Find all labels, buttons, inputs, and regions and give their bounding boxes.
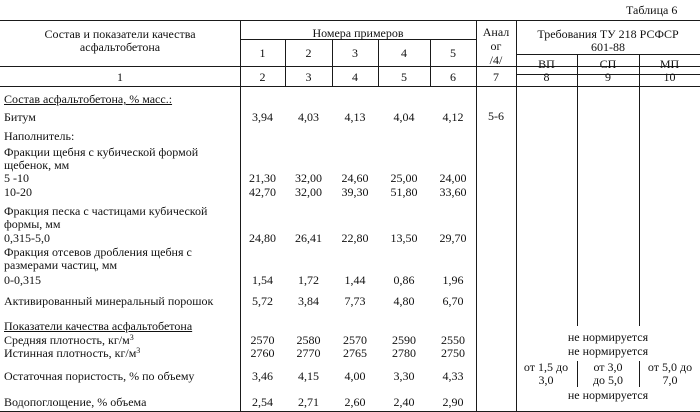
example-number-3: 3 <box>352 46 358 60</box>
mineral-powder-value-3: 7,73 <box>344 294 366 308</box>
column-number-5: 5 <box>401 70 407 84</box>
fraction-5-10-value-2: 32,00 <box>295 171 322 185</box>
mineral-powder-value-5: 6,70 <box>442 294 464 308</box>
example-number-1: 1 <box>259 46 266 60</box>
water-absorption-value-1: 2,54 <box>252 395 273 409</box>
quality-section-title: Показатели качества асфальтобетона <box>4 319 193 333</box>
water-absorption-label: Водопоглощение, % объема <box>4 395 147 409</box>
mineral-powder-label: Активированный минеральный порошок <box>4 294 214 308</box>
fraction-10-20-value-3: 39,30 <box>341 185 369 199</box>
table-label: Таблица 6 <box>626 3 678 17</box>
column-number-1: 1 <box>117 70 123 84</box>
avg-density-value-3: 2570 <box>343 333 367 347</box>
example-number-5: 5 <box>450 46 456 60</box>
fraction-5-10-value-4: 25,00 <box>390 171 418 185</box>
screenings-value-5: 1,96 <box>442 273 464 287</box>
sand-fraction-value-1: 24,80 <box>249 231 276 245</box>
column-number-3: 3 <box>305 70 312 84</box>
column-number-9: 9 <box>605 70 611 84</box>
screenings-value-4: 0,86 <box>393 273 415 287</box>
example-number-4: 4 <box>401 46 407 60</box>
screenings-value-1: 1,54 <box>252 273 273 287</box>
sand-fraction-value-2: 26,41 <box>295 231 322 245</box>
porosity-value-1: 3,46 <box>252 369 273 383</box>
header-analog-2: ог <box>490 39 502 53</box>
avg-density-value-1: 2570 <box>250 333 275 347</box>
sand-fraction-value-5: 29,70 <box>439 231 467 245</box>
header-analog-1: Анал <box>482 25 510 39</box>
fraction-10-20-value-2: 32,00 <box>295 185 322 199</box>
fraction-10-20-value-5: 33,60 <box>439 185 467 199</box>
grade-label-3: МП <box>659 57 680 71</box>
rule-grades-over <box>516 54 700 55</box>
porosity-mp-line-2: 7,0 <box>662 373 678 387</box>
header-examples-title: Номера примеров <box>312 26 404 40</box>
true-density-requirement: не нормируется <box>567 344 649 358</box>
avg-density-value-2: 2580 <box>296 333 321 347</box>
water-absorption-value-2: 2,71 <box>298 395 319 409</box>
column-number-2: 2 <box>259 70 266 84</box>
fraction-5-10-value-3: 24,60 <box>341 171 369 185</box>
rule-grade-body-1 <box>639 86 640 326</box>
mineral-powder-value-4: 4,80 <box>393 294 415 308</box>
porosity-value-2: 4,15 <box>298 369 319 383</box>
header-requirements-1: Требования ТУ 218 РСФСР <box>537 27 679 41</box>
column-number-8: 8 <box>543 70 550 84</box>
porosity-value-3: 4,00 <box>344 369 366 383</box>
porosity-value-5: 4,33 <box>442 369 464 383</box>
screenings-label-2: размерами частиц, мм <box>4 258 118 272</box>
fraction-5-10-value-1: 21,30 <box>249 171 276 185</box>
column-number-10: 10 <box>663 70 676 84</box>
header-analog-3: /4/ <box>489 53 503 67</box>
screenings-label-1: Фракция отсевов дробления щебня с <box>4 245 192 259</box>
bitumen-label: Битум <box>4 110 36 124</box>
rule-numbers-bottom <box>0 86 700 87</box>
porosity-vp-line-2: 3,0 <box>538 373 554 387</box>
rule-grade-body-0 <box>577 86 578 326</box>
screenings-value-3: 1,44 <box>344 273 366 287</box>
grade-label-2: СП <box>599 57 617 71</box>
water-absorption-value-3: 2,60 <box>344 395 366 409</box>
bitumen-value-2: 4,03 <box>298 110 319 124</box>
grade-label-1: ВП <box>538 57 555 71</box>
bitumen-value-4: 4,04 <box>393 110 415 124</box>
water-absorption-value-4: 2,40 <box>393 395 415 409</box>
true-density-value-2: 2770 <box>296 346 321 360</box>
crushed-stone-label-1: Фракции щебня с кубической формой <box>4 145 199 159</box>
fraction-5-10-label: 5 -10 <box>4 171 29 185</box>
true-density-value-3: 2765 <box>343 346 367 360</box>
avg-density-value-4: 2590 <box>392 333 416 347</box>
porosity-sp-line-2: до 5,0 <box>592 373 624 387</box>
column-number-4: 4 <box>352 70 358 84</box>
sand-label-1: Фракция песка с частицами кубической <box>4 204 208 218</box>
fraction-10-20-value-1: 42,70 <box>249 185 276 199</box>
water-absorption-value-5: 2,90 <box>442 395 464 409</box>
composition-section-title: Состав асфальтобетона, % масс.: <box>4 92 173 106</box>
water-absorption-requirement: не нормируется <box>567 388 649 402</box>
bitumen-value-3: 4,13 <box>344 110 366 124</box>
sand-fraction-value-4: 13,50 <box>390 231 418 245</box>
rule-top <box>0 20 700 21</box>
fraction-5-10-value-5: 24,00 <box>439 171 467 185</box>
true-density-value-4: 2780 <box>392 346 416 360</box>
porosity-mp-line-1: от 5,0 до <box>647 360 693 374</box>
porosity-value-4: 3,30 <box>393 369 415 383</box>
mineral-powder-value-2: 3,84 <box>298 294 319 308</box>
true-density-value-1: 2760 <box>250 346 275 360</box>
header-composition-subtitle: асфальтобетона <box>79 40 161 54</box>
avg-density-requirement: не нормируется <box>567 330 649 344</box>
porosity-vp-line-1: от 1,5 до <box>523 360 569 374</box>
screenings-value-2: 1,72 <box>298 273 319 287</box>
porosity-label: Остаточная пористость, % по объему <box>4 369 195 383</box>
screenings-fraction-label: 0-0,315 <box>4 273 41 287</box>
sand-fraction-value-3: 22,80 <box>341 231 369 245</box>
avg-density-value-5: 2550 <box>441 333 465 347</box>
bitumen-value-1: 3,94 <box>252 110 273 124</box>
filler-label: Наполнитель: <box>4 129 75 143</box>
crushed-stone-label-2: щебенок, мм <box>4 158 70 172</box>
bitumen-analog-value: 5-6 <box>488 109 504 123</box>
porosity-sp-line-1: от 3,0 <box>593 360 623 374</box>
header-requirements-2: 601-88 <box>591 40 625 54</box>
avg-density-label: Средняя плотность, $кг/м^3$ <box>4 333 134 347</box>
column-number-6: 6 <box>450 70 456 84</box>
mineral-powder-value-1: 5,72 <box>252 294 273 308</box>
fraction-10-20-value-4: 51,80 <box>390 185 418 199</box>
sand-fraction-label: 0,315-5,0 <box>4 231 50 245</box>
bitumen-value-5: 4,12 <box>442 110 464 124</box>
sand-label-2: формы, мм <box>4 217 61 231</box>
true-density-value-5: 2750 <box>441 346 465 360</box>
header-composition-title: Состав и показатели качества <box>44 27 196 41</box>
example-number-2: 2 <box>305 46 312 60</box>
fraction-10-20-label: 10-20 <box>4 185 32 199</box>
true-density-label: Истинная плотность, $кг/м^3$ <box>4 346 141 360</box>
column-number-7: 7 <box>493 70 499 84</box>
